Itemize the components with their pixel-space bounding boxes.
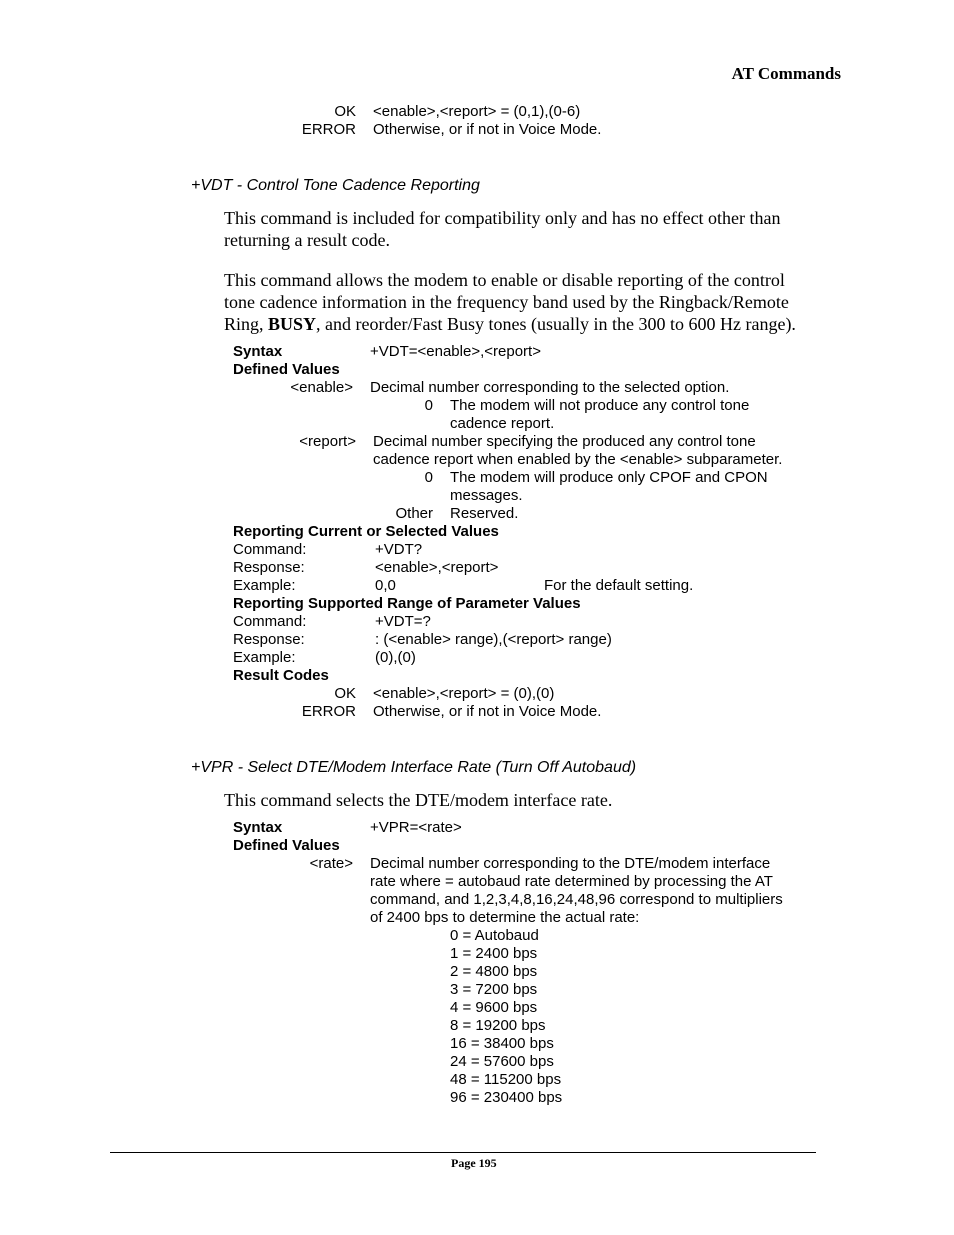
rate-option: 48 = 115200 bps: [450, 1071, 562, 1088]
response-label: Response:: [233, 559, 305, 576]
page-number: Page 195: [451, 1156, 497, 1170]
result-code-description: <enable>,<report> = (0,1),(0-6): [373, 103, 581, 120]
result-code-description: Otherwise, or if not in Voice Mode.: [373, 121, 602, 138]
result-code: ERROR: [301, 703, 356, 720]
result-code: OK: [334, 685, 356, 702]
command-value: +VDT=?: [375, 613, 431, 630]
option-code: Other: [395, 505, 433, 522]
defined-values-label: Defined Values: [233, 361, 340, 378]
response-label: Response:: [233, 631, 305, 648]
option-description: The modem will produce only CPOF and CPON: [450, 469, 768, 486]
result-code: ERROR: [301, 121, 356, 138]
option-code: 0: [424, 397, 433, 414]
section-title-vdt: +VDT - Control Tone Cadence Reporting: [191, 177, 480, 194]
result-codes-label: Result Codes: [233, 667, 329, 684]
page-header-title: AT Commands: [731, 64, 841, 83]
command-value: +VDT?: [375, 541, 423, 558]
option-code: 0: [424, 469, 433, 486]
parameter-name: <rate>: [309, 855, 353, 872]
response-value: : (<enable> range),(<report> range): [375, 631, 612, 648]
result-code-description: <enable>,<report> = (0),(0): [373, 685, 555, 702]
example-value: 0,0: [375, 577, 396, 594]
reporting-supported-label: Reporting Supported Range of Parameter Values: [233, 595, 581, 612]
defined-values-label: Defined Values: [233, 837, 340, 854]
paragraph-line: This command selects the DTE/modem interface rate.: [224, 790, 613, 810]
parameter-name: <report>: [299, 433, 356, 450]
paragraph-line: tone cadence information in the frequency band used by the Ringback/Remote: [224, 292, 789, 312]
result-code-description: Otherwise, or if not in Voice Mode.: [373, 703, 602, 720]
rate-option: 4 = 9600 bps: [450, 999, 538, 1016]
parameter-description: Decimal number specifying the produced any control tone: [373, 433, 756, 450]
command-label: Command:: [233, 613, 307, 630]
parameter-name: <enable>: [290, 379, 353, 396]
parameter-description: cadence report when enabled by the <enable> subparameter.: [373, 451, 783, 468]
paragraph-text: Ring,: [224, 314, 269, 334]
parameter-description: of 2400 bps to determine the actual rate:: [370, 909, 640, 926]
example-label: Example:: [233, 577, 296, 594]
parameter-description: rate where = autobaud rate determined by processing the AT: [370, 873, 773, 890]
command-label: Command:: [233, 541, 307, 558]
rate-option: 3 = 7200 bps: [450, 981, 538, 998]
parameter-description: command, and 1,2,3,4,8,16,24,48,96 correspond to multipliers: [370, 891, 783, 908]
rate-option: 96 = 230400 bps: [450, 1089, 563, 1106]
paragraph-line: This command allows the modem to enable or disable reporting of the control: [224, 270, 785, 290]
option-description: messages.: [450, 487, 523, 504]
parameter-description: Decimal number corresponding to the DTE/modem interface: [370, 855, 771, 872]
rate-option: 24 = 57600 bps: [450, 1053, 554, 1070]
syntax-label: Syntax: [233, 819, 283, 836]
paragraph-line: [224, 313, 796, 335]
response-value: <enable>,<report>: [375, 559, 499, 576]
paragraph-line: returning a result code.: [224, 230, 390, 250]
example-note: For the default setting.: [544, 577, 694, 594]
syntax-value: +VDT=<enable>,<report>: [370, 343, 541, 360]
paragraph-line: This command is included for compatibility only and has no effect other than: [224, 208, 781, 228]
option-description: cadence report.: [450, 415, 555, 432]
reporting-current-label: Reporting Current or Selected Values: [233, 523, 499, 540]
footer-divider: [110, 1152, 816, 1153]
option-description: The modem will not produce any control tone: [450, 397, 750, 414]
syntax-value: +VPR=<rate>: [370, 819, 462, 836]
paragraph-bold-term: BUSY: [268, 314, 317, 334]
section-title-vpr: +VPR - Select DTE/Modem Interface Rate (Turn Off Autobaud): [191, 759, 637, 776]
syntax-label: Syntax: [233, 343, 283, 360]
example-label: Example:: [233, 649, 296, 666]
paragraph-text: , and reorder/Fast Busy tones (usually in the 300 to 600 Hz range).: [316, 314, 796, 334]
result-code: OK: [334, 103, 356, 120]
rate-option: 16 = 38400 bps: [450, 1035, 554, 1052]
rate-option: 2 = 4800 bps: [450, 963, 538, 980]
rate-option: 1 = 2400 bps: [450, 945, 538, 962]
rate-option: 0 = Autobaud: [450, 927, 539, 944]
example-value: (0),(0): [375, 649, 416, 666]
option-description: Reserved.: [450, 505, 519, 522]
rate-option: 8 = 19200 bps: [450, 1017, 546, 1034]
parameter-description: Decimal number corresponding to the selected option.: [370, 379, 730, 396]
